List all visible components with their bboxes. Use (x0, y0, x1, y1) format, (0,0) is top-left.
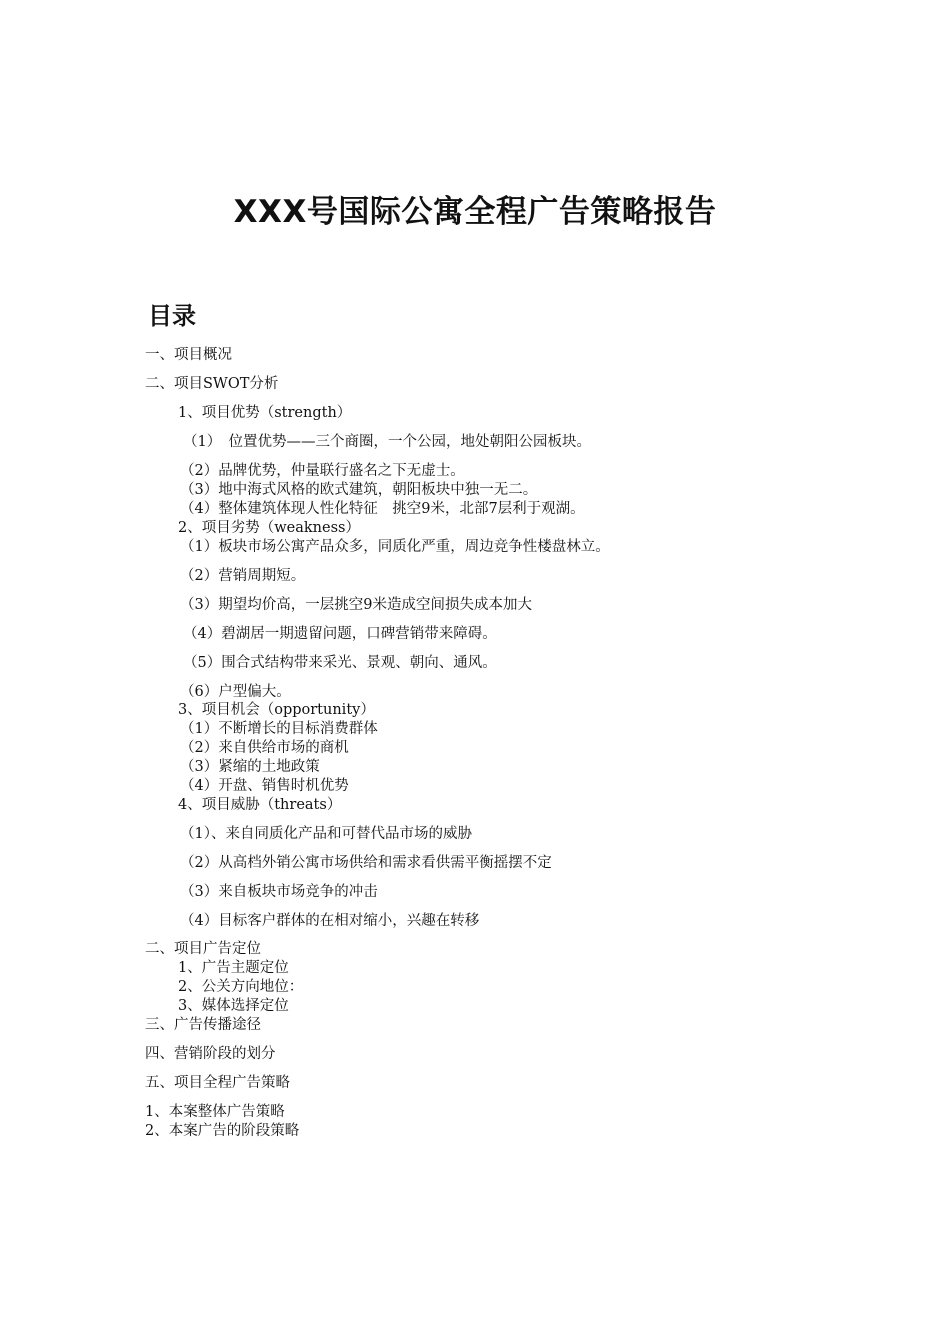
toc-entry: 2、本案广告的阶段策略 (145, 1123, 300, 1139)
toc-entry: 4、项目威胁（threats） (178, 797, 342, 813)
toc-entry: 五、项目全程广告策略 (145, 1075, 290, 1091)
toc-entry: 四、营销阶段的划分 (145, 1046, 276, 1062)
toc-entry: （6）户型偏大。 (180, 684, 291, 700)
toc-entry: 一、项目概况 (145, 347, 232, 363)
toc-entry: （4）目标客户群体的在相对缩小，兴趣在转移 (180, 913, 480, 929)
toc-entry: （2）品牌优势，仲量联行盛名之下无虚士。 (180, 463, 465, 479)
toc-entry: （3）紧缩的土地政策 (180, 759, 320, 775)
toc-entry: （2）从高档外销公寓市场供给和需求看供需平衡摇摆不定 (180, 855, 552, 871)
toc-entry: 三、广告传播途径 (145, 1017, 261, 1033)
toc-entry: （4）整体建筑体现人性化特征 挑空9米，北部7层利于观湖。 (180, 501, 585, 517)
document-title: XXX号国际公寓全程广告策略报告 (233, 194, 717, 230)
toc-entry: （3）地中海式风格的欧式建筑，朝阳板块中独一无二。 (180, 482, 538, 498)
toc-entry: 2、公关方向地位： (178, 979, 304, 995)
toc-entry: 1、本案整体广告策略 (145, 1104, 285, 1120)
toc-entry: （3）期望均价高，一层挑空9米造成空间损失成本加大 (180, 597, 532, 613)
toc-entry: （1）、来自同质化产品和可替代品市场的威胁 (180, 826, 472, 842)
toc-entry: 1、项目优势（strength） (178, 405, 352, 421)
toc-entry: （1） 位置优势——三个商圈，一个公园，地处朝阳公园板块。 (183, 434, 591, 450)
toc-entry: 二、项目SWOT分析 (145, 376, 279, 392)
toc-entry: （2）营销周期短。 (180, 568, 306, 584)
toc-entry: 3、媒体选择定位 (178, 998, 289, 1014)
toc-entry: 1、广告主题定位 (178, 960, 289, 976)
toc-entry: 3、项目机会（opportunity） (178, 702, 375, 718)
toc-entry: （2）来自供给市场的商机 (180, 740, 349, 756)
toc-entry: （4）开盘、销售时机优势 (180, 778, 349, 794)
toc-entry: 2、项目劣势（weakness） (178, 520, 360, 536)
toc-entry: （4）碧湖居一期遗留问题，口碑营销带来障碍。 (183, 626, 497, 642)
toc-entry: 二、项目广告定位 (145, 941, 261, 957)
toc-entry: （1）不断增长的目标消费群体 (180, 721, 378, 737)
toc-entry: （1）板块市场公寓产品众多，同质化严重，周边竞争性楼盘林立。 (180, 539, 610, 555)
toc-entry: （5）围合式结构带来采光、景观、朝向、通风。 (183, 655, 497, 671)
toc-entry: （3）来自板块市场竞争的冲击 (180, 884, 378, 900)
toc-heading: 目录 (148, 302, 196, 330)
